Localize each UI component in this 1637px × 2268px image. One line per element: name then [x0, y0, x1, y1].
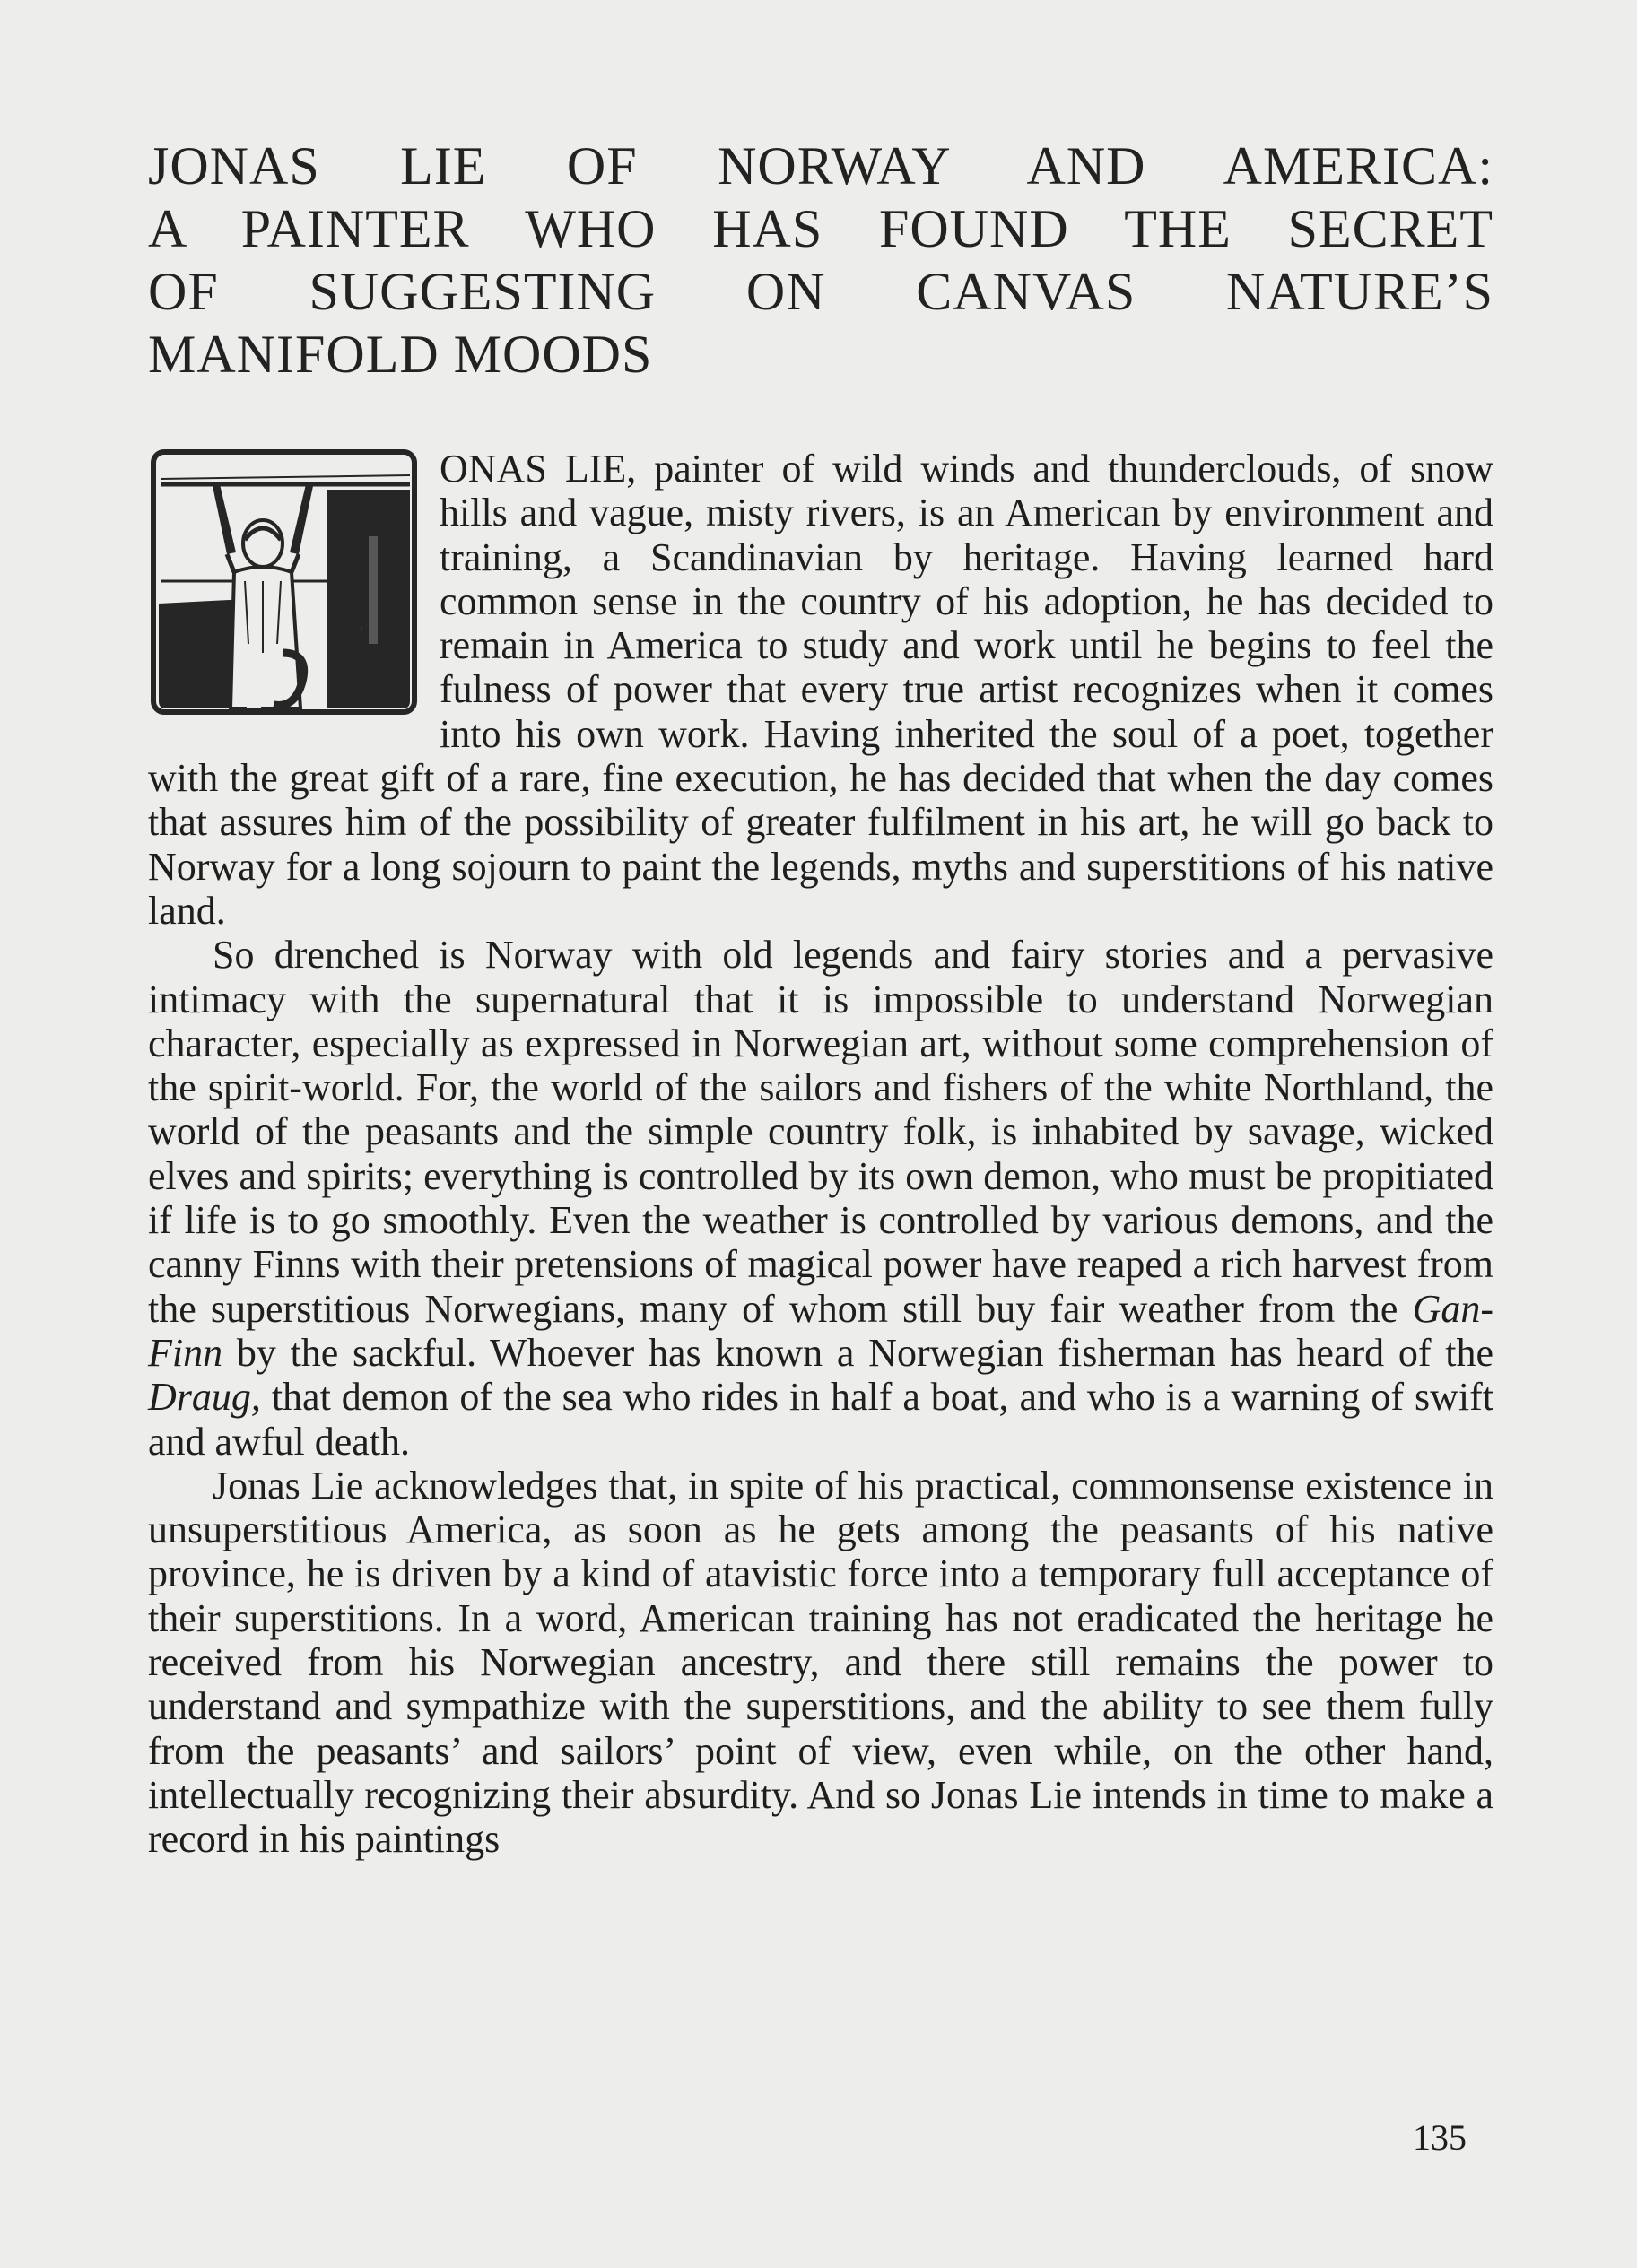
draug-italic: Draug, — [148, 1375, 261, 1420]
title-line-3: OF SUGGESTING ON CANVAS NATURE’S — [148, 262, 1493, 321]
paragraph-1: ONAS LIE, painter of wild winds and thunderclouds, of snow hills and vague, misty rivers, is an American by environment and training, a Scandinavian by heritage. Having learned hard common sense in the country of his adoption, he has decided to remain in America to study and work until he begins to feel the fulness of power that every true artist recognizes when it comes into his own work. Having inherited the soul of a poet, together with the great gift of a rare, fine execution, he has decided that when the day comes that assures him of the possibility of greater fulfilment in his art, he will go back to Norway for a long sojourn to paint the legends, myths and superstitions of his native land. — [148, 447, 1493, 933]
paragraph-3: Jonas Lie acknowledges that, in spite of his practical, commonsense existence in unsuperstitious America, as soon as he gets among the peasants of his native province, he is driven by a kind of atavistic force into a temporary full acceptance of their superstitions. In a word, American training has not eradicated the heritage he received from his Norwegian ancestry, and there still remains the power to understand and sympathize with the superstitions, and the ability to see them fully from the peasants’ and sailors’ point of view, even while, on the other hand, intellectually recognizing their absurdity. And so Jonas Lie intends in time to make a record in his paintings — [148, 1463, 1493, 1862]
paragraph-2 — [148, 933, 1493, 1464]
paragraph-2-text-c: that demon of the sea who rides in half a boat, and who is a warning of swift and awful death. — [148, 1375, 1493, 1464]
title-line-1: JONAS LIE OF NORWAY AND AMERICA: — [148, 136, 1493, 196]
title-line-2: A PAINTER WHO HAS FOUND THE SECRET — [148, 199, 1493, 258]
article-body — [148, 447, 1493, 1862]
paragraph-2-text-b: by the sackful. Whoever has known a Norwegian fisherman has heard of the — [236, 1330, 1494, 1375]
paragraph-2-text-a: So drenched is Norway with old legends and fairy stories and a pervasive intimacy with the supernatural that it is impossible to understand Norwegian character, especially as expressed in Norwegian art, without some comprehension of the spirit-world. For, the world of the sailors and fishers of the white Northland, the world of the peasants and the simple country folk, is inhabited by savage, wicked elves and spirits; everything is controlled by its own demon, who must be propitiated if life is to go smoothly. Even the weather is controlled by various demons, and the canny Finns with their pretensions of magical power have reaped a rich harvest from the superstitious Norwegians, many of whom still buy fair weather from the — [148, 933, 1493, 1331]
decorated-initial-j-illustration — [148, 447, 422, 717]
page-number: 135 — [1413, 2117, 1467, 2158]
gan-finn-italic: Gan-Finn — [148, 1286, 1494, 1375]
article-title — [148, 135, 1493, 386]
article-page — [148, 135, 1493, 1862]
title-line-4: MANIFOLD MOODS — [148, 325, 653, 384]
